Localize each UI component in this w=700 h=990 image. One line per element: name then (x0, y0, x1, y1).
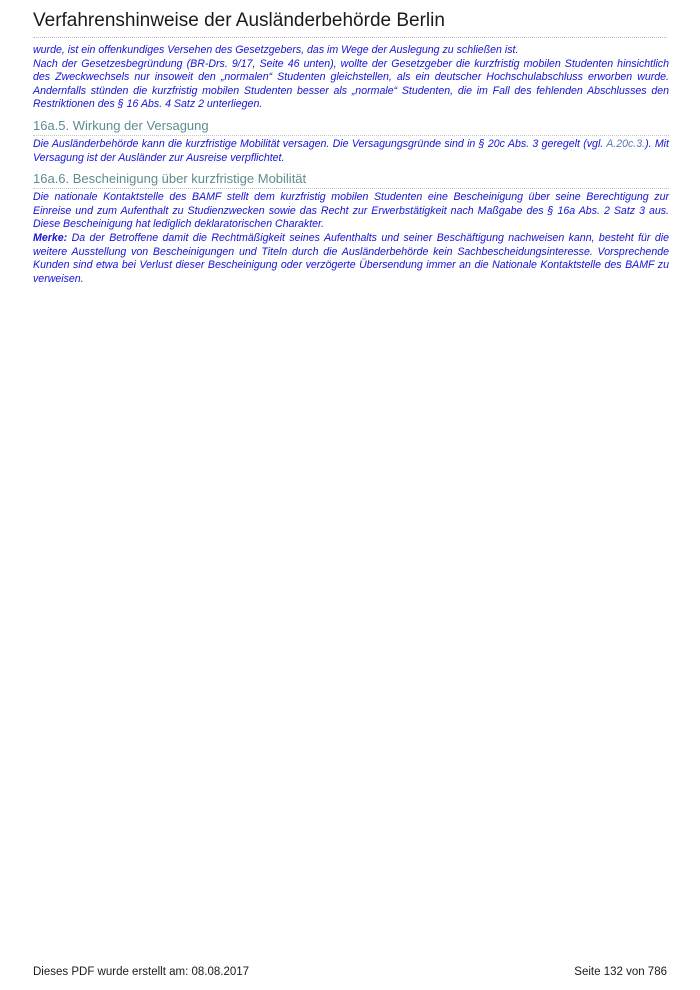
section-heading-16a6: 16a.6. Bescheinigung über kurzfristige Mobilität (33, 171, 669, 189)
cross-reference-link[interactable]: A.20c.3. (606, 137, 646, 150)
intro-paragraph-1: wurde, ist ein offenkundiges Versehen des Gesetzgebers, das im Wege der Auslegung zu schließen ist. (33, 44, 519, 56)
merke-text: Da der Betroffene damit die Rechtmäßigkeit seines Aufenthalts und seiner Beschäftigung nachweisen kann, besteht für die weitere Ausstellung von Bescheinigungen und Titeln durch die Ausländerbehörde kein Sachbescheidungsinteresse. Vorsprechende Kunden sind etwa bei Verlust dieser Bescheinigung oder verzögerte Übersendung immer an die Nationale Kontaktstelle des BAMF zu verweisen. (33, 231, 669, 285)
document-body (33, 44, 669, 286)
footer-page-number: Seite 132 von 786 (574, 966, 667, 978)
section-16a5-paragraph (33, 138, 669, 165)
header-divider (33, 37, 667, 38)
section-heading-16a5: 16a.5. Wirkung der Versagung (33, 118, 669, 136)
section-16a5-text-after: ). Mit Versagung ist der Ausländer zur Ausreise verpflichtet. (33, 137, 669, 164)
section-16a6-paragraph-1: Die nationale Kontaktstelle des BAMF stellt dem kurzfristig mobilen Studenten eine Bescheinigung über seine Berechtigung zur Einreise und zum Aufenthalt zu Studienzwecken sowie das Recht zur Erwerbstätigkeit nach Maßgabe des § 16a Abs. 2 Satz 3 aus. Diese Bescheinigung hat lediglich deklaratorischen Charakter. (33, 191, 669, 231)
footer-created-date: Dieses PDF wurde erstellt am: 08.08.2017 (33, 966, 250, 978)
page-header-title: Verfahrenshinweise der Ausländerbehörde Berlin (33, 10, 445, 31)
section-16a5-text-before: Die Ausländerbehörde kann die kurzfristige Mobilität versagen. Die Versagungsgründe sind in § 20c Abs. 3 geregelt (vgl. (33, 137, 604, 150)
merke-label: Merke: (33, 231, 68, 244)
intro-paragraph-2: Nach der Gesetzesbegründung (BR-Drs. 9/17, Seite 46 unten), wollte der Gesetzgeber die kurzfristig mobilen Studenten hinsichtlich des Zweckwechsels nur insoweit den „normalen“ Studenten gleichstellen, als ein deutscher Hochschulabschluss erworben wurde. Andernfalls stünden die kurzfristig mobilen Studenten besser als „normale“ Studenten, die im Fall des fehlenden Abschlusses den Restriktionen des § 16 Abs. 4 Satz 2 unterliegen. (33, 57, 669, 111)
merke-paragraph (33, 232, 669, 286)
